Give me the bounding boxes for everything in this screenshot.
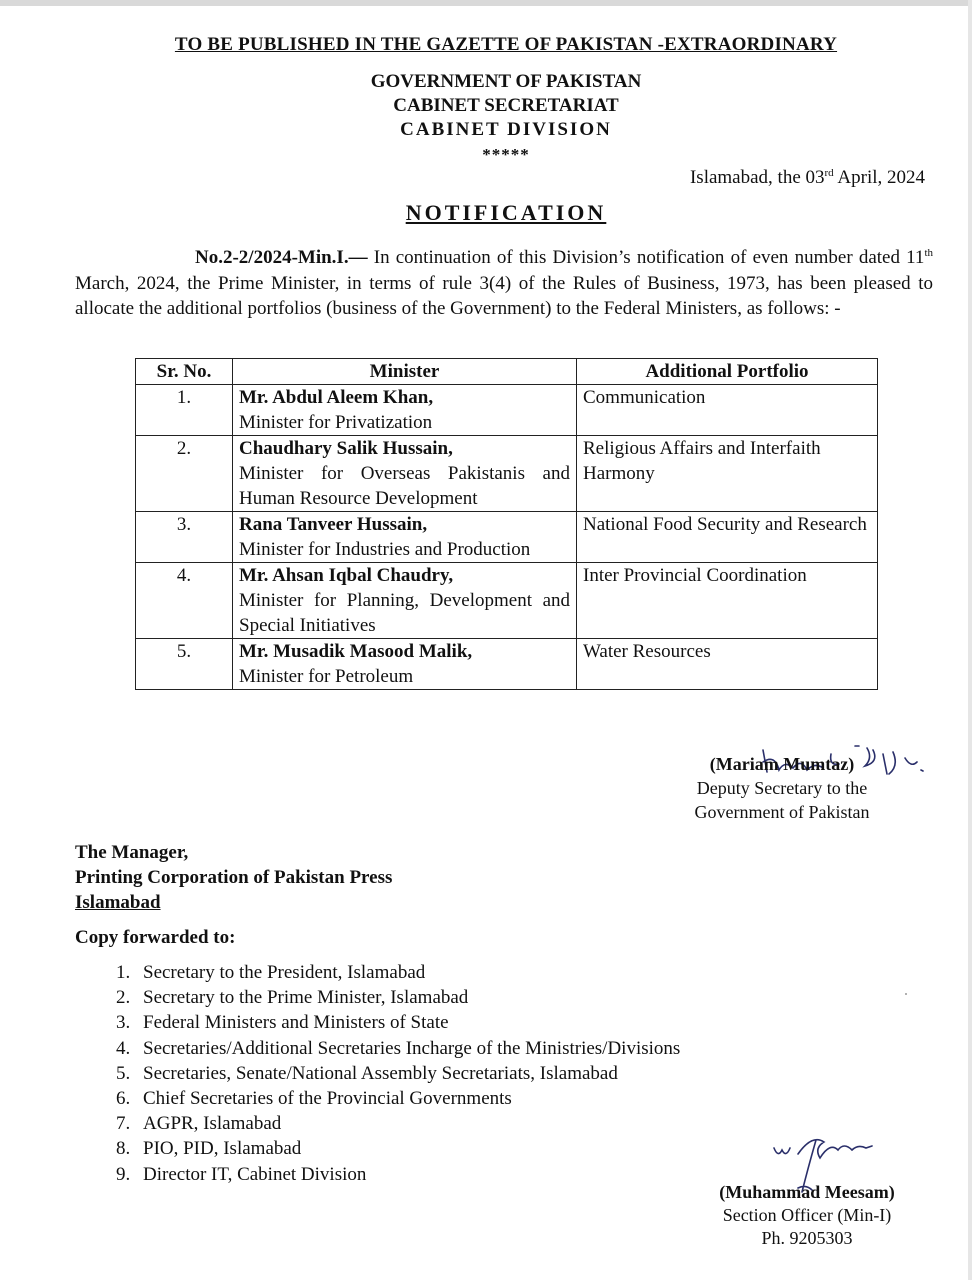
row-minister: [233, 436, 577, 512]
notification-title: NOTIFICATION: [405, 200, 607, 225]
list-item: 2. Secretary to the Prime Minister, Islamabad: [135, 985, 680, 1010]
minister-post: Minister for Privatization: [239, 412, 433, 433]
copy-heading: Copy forwarded to:: [75, 927, 236, 948]
row-sr: 5.: [136, 639, 233, 690]
list-item: 8. PIO, PID, Islamabad: [135, 1136, 680, 1161]
addressee-line-3: Islamabad: [75, 892, 161, 913]
secretariat-heading: CABINET SECRETARIAT: [393, 95, 619, 116]
body-text-2: March, 2024, the Prime Minister, in terms of rule 3(4) of the Rules of Business, 1973, has been pleased to allocate the additional portfolios (business of the Government) to the Federal Ministers, as follows: -: [75, 272, 933, 319]
row-portfolio: Religious Affairs and Interfaith Harmony: [577, 436, 878, 512]
row-sr: 2.: [136, 436, 233, 512]
list-item: 6. Chief Secretaries of the Provincial Governments: [135, 1086, 680, 1111]
row-sr: 4.: [136, 563, 233, 639]
addressee-line-1: The Manager,: [75, 842, 189, 863]
addressee-line-2: Printing Corporation of Pakistan Press: [75, 867, 393, 888]
gazette-line: TO BE PUBLISHED IN THE GAZETTE OF PAKISTAN -EXTRAORDINARY: [174, 34, 838, 55]
signatory-1-name: (Mariam Mumtaz): [709, 754, 855, 774]
notification-body: [75, 245, 933, 322]
minister-name: Chaudhary Salik Hussain,: [239, 438, 453, 459]
date-sup: rd: [824, 167, 834, 179]
row-minister: [233, 563, 577, 639]
scan-edge-top: [0, 0, 972, 6]
row-sr: 1.: [136, 385, 233, 436]
minister-post: Minister for Overseas Pakistanis and Human Resource Development: [239, 463, 570, 509]
list-item: 1. Secretary to the President, Islamabad: [135, 960, 680, 985]
date-line: [690, 167, 925, 189]
date-suffix: April, 2024: [833, 167, 925, 188]
minister-name: Mr. Ahsan Iqbal Chaudry,: [239, 565, 454, 586]
minister-post: Minister for Petroleum: [239, 666, 414, 687]
table-row: [136, 563, 878, 639]
signatory-1-designation-2: Government of Pakistan: [694, 802, 870, 822]
body-text-1: In continuation of this Division’s notification of even number dated 11: [367, 247, 925, 268]
minister-name: Rana Tanveer Hussain,: [239, 514, 428, 535]
signatory-1-designation-1: Deputy Secretary to the: [696, 778, 868, 798]
row-minister: [233, 512, 577, 563]
row-portfolio: National Food Security and Research: [577, 512, 878, 563]
signatory-2-block: [702, 1181, 912, 1250]
signatory-2-phone: Ph. 9205303: [761, 1228, 853, 1248]
row-portfolio: Water Resources: [577, 639, 878, 690]
minister-name: Mr. Abdul Aleem Khan,: [239, 387, 434, 408]
stars-divider: *****: [482, 145, 530, 164]
header-minister: Minister: [233, 359, 577, 385]
list-item: 4. Secretaries/Additional Secretaries Incharge of the Ministries/Divisions: [135, 1036, 680, 1061]
scan-edge-right: [968, 0, 972, 1280]
list-item: 3. Federal Ministers and Ministers of State: [135, 1010, 680, 1035]
minister-post: Minister for Planning, Development and Special Initiatives: [239, 590, 570, 636]
minister-name: Mr. Musadik Masood Malik,: [239, 641, 473, 662]
header-portfolio: Additional Portfolio: [577, 359, 878, 385]
portfolio-table: [135, 358, 878, 690]
date-prefix: Islamabad, the 03: [689, 167, 825, 188]
copy-list: [75, 960, 680, 1187]
table-row: [136, 639, 878, 690]
table-row: [136, 512, 878, 563]
division-heading: CABINET DIVISION: [400, 119, 612, 140]
body-sup: th: [924, 247, 933, 259]
table-row: [136, 385, 878, 436]
row-sr: 3.: [136, 512, 233, 563]
row-portfolio: Inter Provincial Coordination: [577, 563, 878, 639]
header-sr: Sr. No.: [136, 359, 233, 385]
row-portfolio: Communication: [577, 385, 878, 436]
list-item: 5. Secretaries, Senate/National Assembly Secretariats, Islamabad: [135, 1061, 680, 1086]
signatory-2-name: (Muhammad Meesam): [719, 1182, 895, 1202]
scan-speck: [905, 993, 907, 995]
signatory-2-designation: Section Officer (Min-I): [722, 1205, 892, 1225]
list-item: 7. AGPR, Islamabad: [135, 1111, 680, 1136]
government-heading: GOVERNMENT OF PAKISTAN: [370, 71, 642, 92]
reference-number: No.2-2/2024-Min.I.—: [195, 247, 368, 268]
minister-post: Minister for Industries and Production: [239, 539, 531, 560]
table-header-row: [136, 359, 878, 385]
row-minister: [233, 639, 577, 690]
row-minister: [233, 385, 577, 436]
addressee-block: [75, 840, 392, 915]
list-item: 9. Director IT, Cabinet Division: [135, 1162, 680, 1187]
signatory-1-block: [652, 752, 912, 824]
table-row: [136, 436, 878, 512]
